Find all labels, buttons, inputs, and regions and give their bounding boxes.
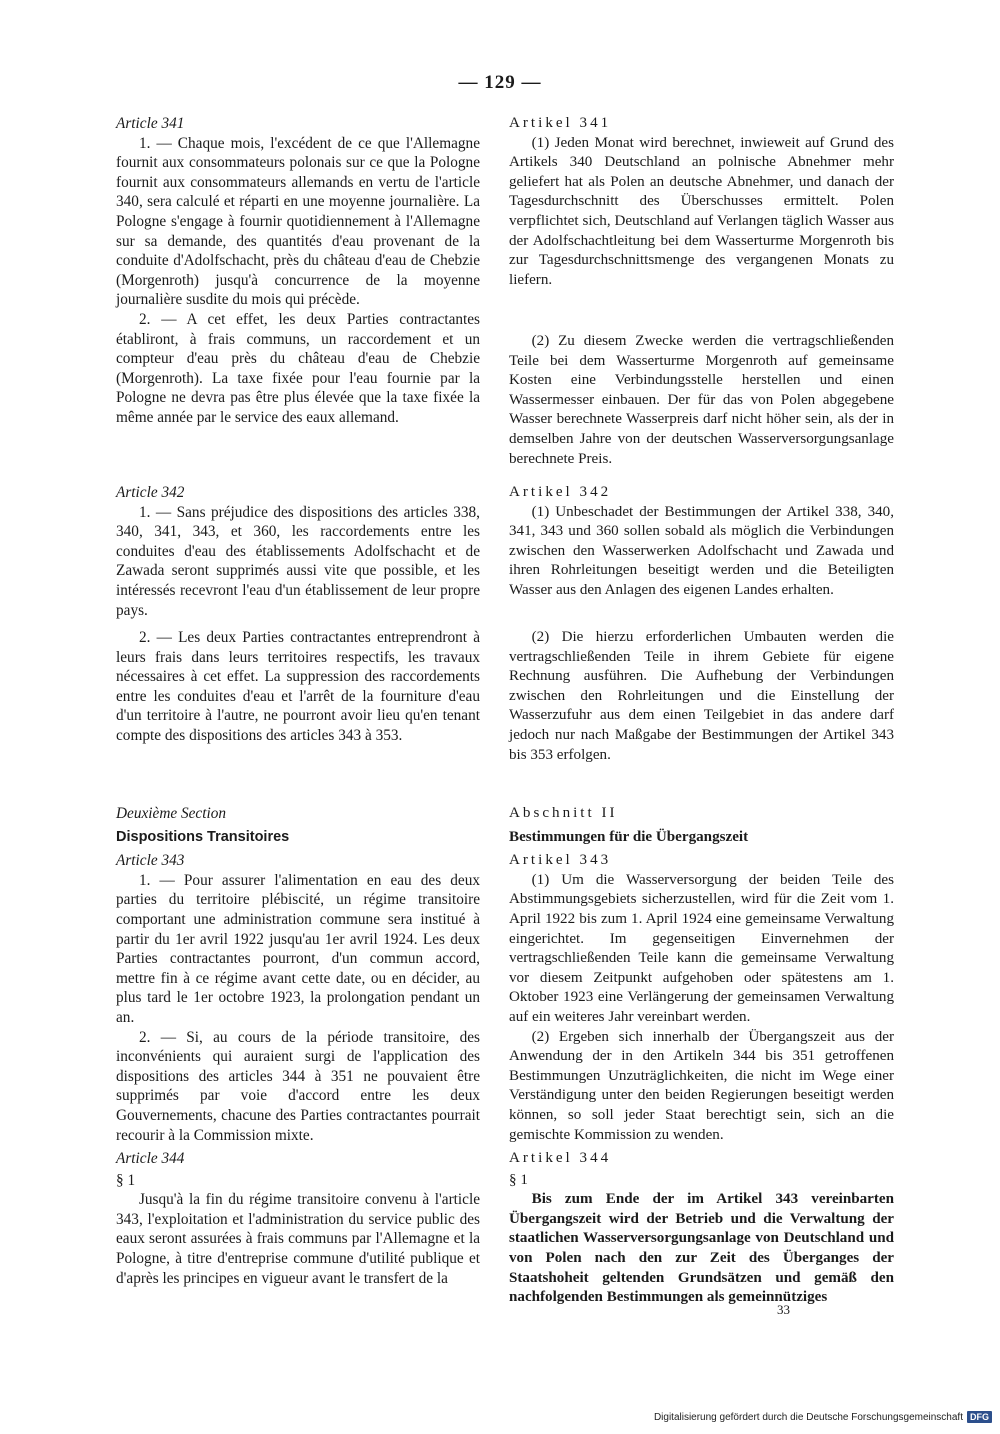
de-art344-title: Artikel 344 [509,1150,612,1167]
fr-art344-title: Article 344 [116,1150,185,1168]
fr-section-subtitle: Dispositions Transitoires [116,828,290,845]
german-column [509,114,894,1314]
dfg-logo-icon: DFG [967,1411,992,1423]
french-column [116,114,480,1314]
de-art343-para1: (1) Um die Wasserversorgung der beiden Teile des Abstimmungsgebiets sicherzustellen, wird für die Zeit vom 1. April 1922 bis zum 1. April 1924 eine gemeinsame Verwaltung eingerichtet. Im gegenseitigen Einvernehmen der vertragschließenden Teile kann die gemeinsame Verwaltung vor diesem Zeitpunkt aufgehoben oder spätestens am 1. Oktober 1923 eine Verlängerung der gemeinsamen Verwaltung auf ein weiteres Jahr vereinbart werden. [509,871,894,1025]
digitization-credit [654,1411,992,1423]
fr-art342-title: Article 342 [116,484,185,501]
fr-article-341 [116,114,480,428]
de-section-2 [509,804,894,1308]
de-article-342-para2 [509,628,894,765]
de-art342-para2: (2) Die hierzu erforderlichen Umbauten werden die vertragschließenden Teile in ihrem Gebiete für eigene Rechnung ausführen. Die Aufhebung der Verbindungen zwischen den Rohrleitungen und die Einstellung der Wasserzufuhr aus dem einen Teilgebiet in das andere darf jedoch nur nach Maßgabe der Bestimmungen der Artikel 343 bis 353 erfolgen. [509,629,894,763]
fr-article-342-para2 [116,628,480,746]
de-art342-para1: (1) Unbeschadet der Bestimmungen der Artikel 338, 340, 341, 343 und 360 sollen sobald als möglich die Verbindungen zwischen den Wasserwerken Adolfschacht und Zawada und ihren Rohrleitungen beseitigt werden und die Beteiligten Wasser aus den Anlagen des eigenen Landes erhalten. [509,503,894,598]
fr-art342-para1: 1. — Sans préjudice des dispositions des articles 338, 340, 341, 343, et 360, les raccordements entre les conduites d'eau des établissements Adolfschacht et de Zawada seront supprimés aussi vite que possible, et les intéressés recevront l'eau d'un établissement de leur propre pays. [116,503,480,619]
de-art343-para2: (2) Ergeben sich innerhalb der Übergangszeit aus der Anwendung der in den Artikeln 344 bis 351 getroffenen Bestimmungen Unzuträglichkeiten, die nicht im Wege einer Verständigung unter den beiden Regierungen beseitigt werden können, so soll jeder Staat berechtigt sein, sich an die gemischte Kommission zu wenden. [509,1028,894,1143]
fr-art341-title: Article 341 [116,115,185,132]
fr-art343-title: Article 343 [116,852,185,870]
fr-art344-paragraph-sign: § 1 [116,1171,136,1189]
fr-art344-para1: Jusqu'à la fin du régime transitoire convenu à l'article 343, l'exploitation et l'administration du service public des eaux seront assurées à frais communs par l'Allemagne et la Pologne, à titre d'entreprise commune d'utilité publique et d'après les principes en vigueur avant le transfert de la [116,1191,480,1287]
fr-section-2 [116,804,480,1288]
de-art344-para1: Bis zum Ende der im Artikel 343 vereinbarten Übergangszeit wird der Betrieb und die Verwaltung der staatlichen Wasserversorgungsanlage von Deutschland und von Polen nach den zur Zeit des Überganges der Staatshoheit geltenden Grundsätzen und gemäß den nachfolgenden Bestimmungen als gemeinnütziges [509,1191,894,1306]
printed-page-number: 33 [777,1302,790,1317]
fr-art341-para1: 1. — Chaque mois, l'excédent de ce que l'Allemagne fournit aux consommateurs polonais sur ce que la Pologne fournit aux consommateurs allemands en vertu de l'article 340, sera calculé et réparti en une moyenne journalière. La Pologne s'engage à fournir quotidiennement à l'Allemagne sur sa demande, des quantités d'eau provenant de la conduite d'Adolfschacht, près du château d'eau de Chebzie (Morgenroth) jusqu'à concurrence de la moyenne journalière susdite du mois qui précède. [116,134,480,309]
de-art341-para2: (2) Zu diesem Zwecke werden die vertragschließenden Teile bei dem Wasserturme Morgenroth auf gemeinsame Kosten eine Verbindungsstelle herstellen und einen Wassermesser einbauen. Der für das von Polen abgegebene Wasser berechnete Wasserpreis darf nicht höher sein, als der in demselben Jahre von der deutschen Wasserversorgungsanlage berechnete Preis. [509,333,894,467]
de-article-342 [509,483,894,601]
fr-section-title: Deuxième Section [116,805,226,822]
fr-art342-para2: 2. — Les deux Parties contractantes entreprendront à leurs frais dans leurs territoires respectifs, les travaux nécessaires à cet effet. La suppression des raccordements entre les conduites d'eau et l'arrêt de la fourniture d'eau d'un territoire à l'autre, ne pourront avoir lieu qu'en tenant compte des dispositions des articles 343 à 353. [116,629,480,744]
de-article-341 [509,114,894,290]
de-article-341-para2 [509,332,894,469]
fr-article-342 [116,483,480,620]
page-number: — 129 — [458,72,542,93]
digitization-credit-text: Digitalisierung gefördert durch die Deutsche Forschungsgemeinschaft [653,1411,963,1423]
de-art341-para1: (1) Jeden Monat wird berechnet, inwieweit auf Grund des Artikels 340 Deutschland an polnische Abnehmer mehr geliefert hat als Polen an deutsche Abnehmer, und danach der Tagesdurchschnitt des Überschusses ermittelt. Polen verpflichtet sich, Deutschland auf Verlangen täglich Wasser aus der Adolfschachtleitung bei dem Wasserturme Morgenroth bis zur Tagesdurchschnittsmenge des vergangenen Monats zu liefern. [509,134,894,288]
fr-art343-para1: 1. — Pour assurer l'alimentation en eau des deux parties du territoire plébiscité, un régime transitoire comportant une administration commune sera institué à partir du 1er avril 1922 jusqu'au 1er avril 1924. Les deux Parties contractantes pourront, d'un commun accord, mettre fin à ce régime avant cette date, ou en décider, au plus tard le 1er octobre 1923, la prolongation pendant un an. [116,871,480,1026]
fr-art343-para2: 2. — Si, au cours de la période transitoire, des inconvénients qui auraient surgi de l'application des dispositions des articles 344 à 351 ne pouvaient être supprimés par voie d'accord entre les deux Gouvernements, chacune des Parties contractantes pourrait recourir à la Commission mixte. [116,1028,480,1144]
fr-art341-para2: 2. — A cet effet, les deux Parties contractantes établiront, à frais communs, un raccordement et un compteur d'eau près du château d'eau de Chebzie (Morgenroth). La taxe fixée pour l'eau fournie par la Pologne ne devra pas être plus élevée que la taxe fixée la même année par le service des eaux allemand. [116,310,480,426]
de-art341-title: Artikel 341 [509,115,612,131]
de-art342-title: Artikel 342 [509,484,612,500]
de-section-subtitle: Bestimmungen für die Übergangszeit [509,828,749,845]
de-art344-paragraph-sign: § 1 [509,1171,528,1188]
de-section-title: Abschnitt II [509,805,618,821]
de-art343-title: Artikel 343 [509,852,612,869]
